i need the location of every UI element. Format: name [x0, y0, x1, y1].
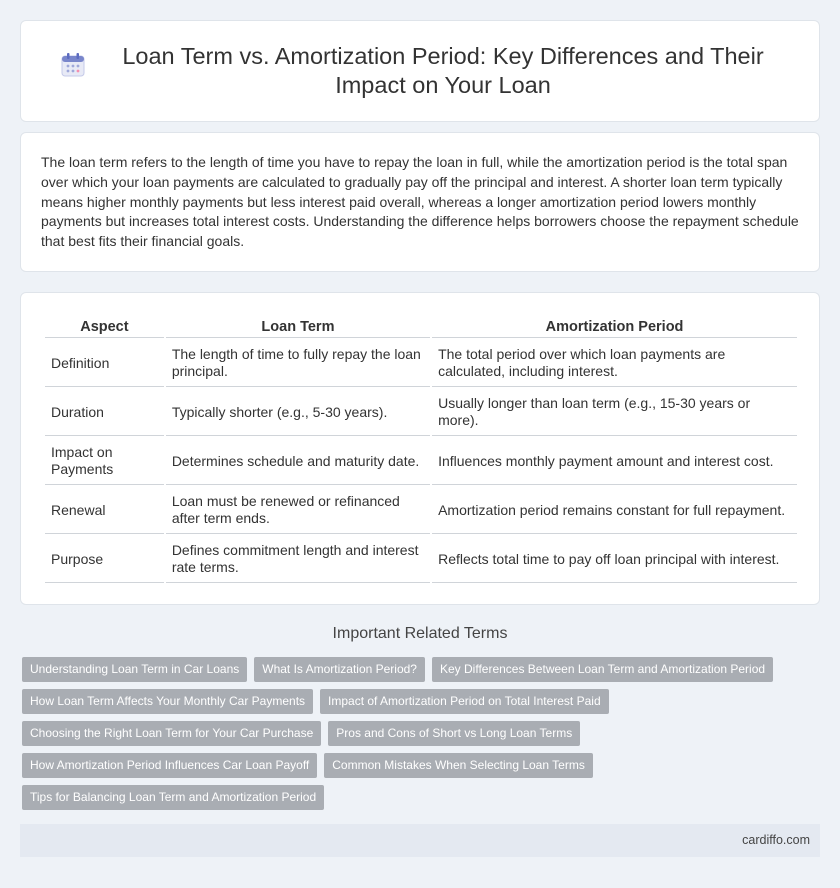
table-cell-amortization: Reflects total time to pay off loan principal with interest. — [432, 536, 797, 583]
table-cell-aspect: Purpose — [45, 536, 164, 583]
table-cell-aspect: Renewal — [45, 487, 164, 534]
column-header-amortization-period: Amortization Period — [432, 315, 797, 338]
header-card — [20, 20, 820, 122]
related-term-link[interactable]: Key Differences Between Loan Term and Amortization Period — [432, 657, 773, 682]
related-terms-heading: Important Related Terms — [332, 625, 508, 642]
table-cell-aspect: Impact on Payments — [45, 438, 164, 485]
table-cell-loan-term: Loan must be renewed or refinanced after term ends. — [166, 487, 430, 534]
related-term-link[interactable]: What Is Amortization Period? — [254, 657, 425, 682]
related-term-link[interactable]: Impact of Amortization Period on Total Interest Paid — [320, 689, 609, 714]
comparison-table-card — [20, 292, 820, 605]
table-row — [45, 487, 797, 534]
footer — [20, 824, 820, 857]
table-cell-amortization: Influences monthly payment amount and interest cost. — [432, 438, 797, 485]
table-cell-loan-term: Determines schedule and maturity date. — [166, 438, 430, 485]
table-row — [45, 340, 797, 387]
table-cell-loan-term: The length of time to fully repay the loan principal. — [166, 340, 430, 387]
footer-site-link[interactable]: cardiffo.com — [742, 833, 810, 847]
calendar-icon — [60, 52, 86, 78]
related-term-link[interactable]: Tips for Balancing Loan Term and Amortization Period — [22, 785, 324, 810]
related-term-link[interactable]: Pros and Cons of Short vs Long Loan Terms — [328, 721, 580, 746]
table-cell-aspect: Definition — [45, 340, 164, 387]
table-cell-aspect: Duration — [45, 389, 164, 436]
related-term-link[interactable]: How Amortization Period Influences Car Loan Payoff — [22, 753, 317, 778]
intro-card — [20, 132, 820, 272]
comparison-table — [43, 313, 799, 585]
page-title: Loan Term vs. Amortization Period: Key Differences and Their Impact on Your Loan — [122, 43, 764, 98]
table-cell-amortization: Usually longer than loan term (e.g., 15-30 years or more). — [432, 389, 797, 436]
table-row — [45, 438, 797, 485]
column-header-loan-term: Loan Term — [166, 315, 430, 338]
table-cell-amortization: Amortization period remains constant for full repayment. — [432, 487, 797, 534]
column-header-aspect: Aspect — [45, 315, 164, 338]
table-row — [45, 389, 797, 436]
related-term-link[interactable]: Understanding Loan Term in Car Loans — [22, 657, 247, 682]
intro-paragraph: The loan term refers to the length of time you have to repay the loan in full, while the amortization period is the total span over which your loan payments are calculated to gradually pay off the principal and interest. A shorter loan term typically means higher monthly payments but less interest paid overall, whereas a longer amortization period lowers monthly payments but increases total interest costs. Understanding the difference helps borrowers choose the repayment schedule that best fits their financial goals. — [41, 154, 799, 250]
related-term-link[interactable]: Choosing the Right Loan Term for Your Car Purchase — [22, 721, 321, 746]
related-term-link[interactable]: Common Mistakes When Selecting Loan Terms — [324, 753, 593, 778]
related-terms-list — [22, 657, 812, 817]
table-cell-amortization: The total period over which loan payments are calculated, including interest. — [432, 340, 797, 387]
table-header-row — [45, 315, 797, 338]
table-row — [45, 536, 797, 583]
table-cell-loan-term: Defines commitment length and interest rate terms. — [166, 536, 430, 583]
related-term-link[interactable]: How Loan Term Affects Your Monthly Car Payments — [22, 689, 313, 714]
table-cell-loan-term: Typically shorter (e.g., 5-30 years). — [166, 389, 430, 436]
